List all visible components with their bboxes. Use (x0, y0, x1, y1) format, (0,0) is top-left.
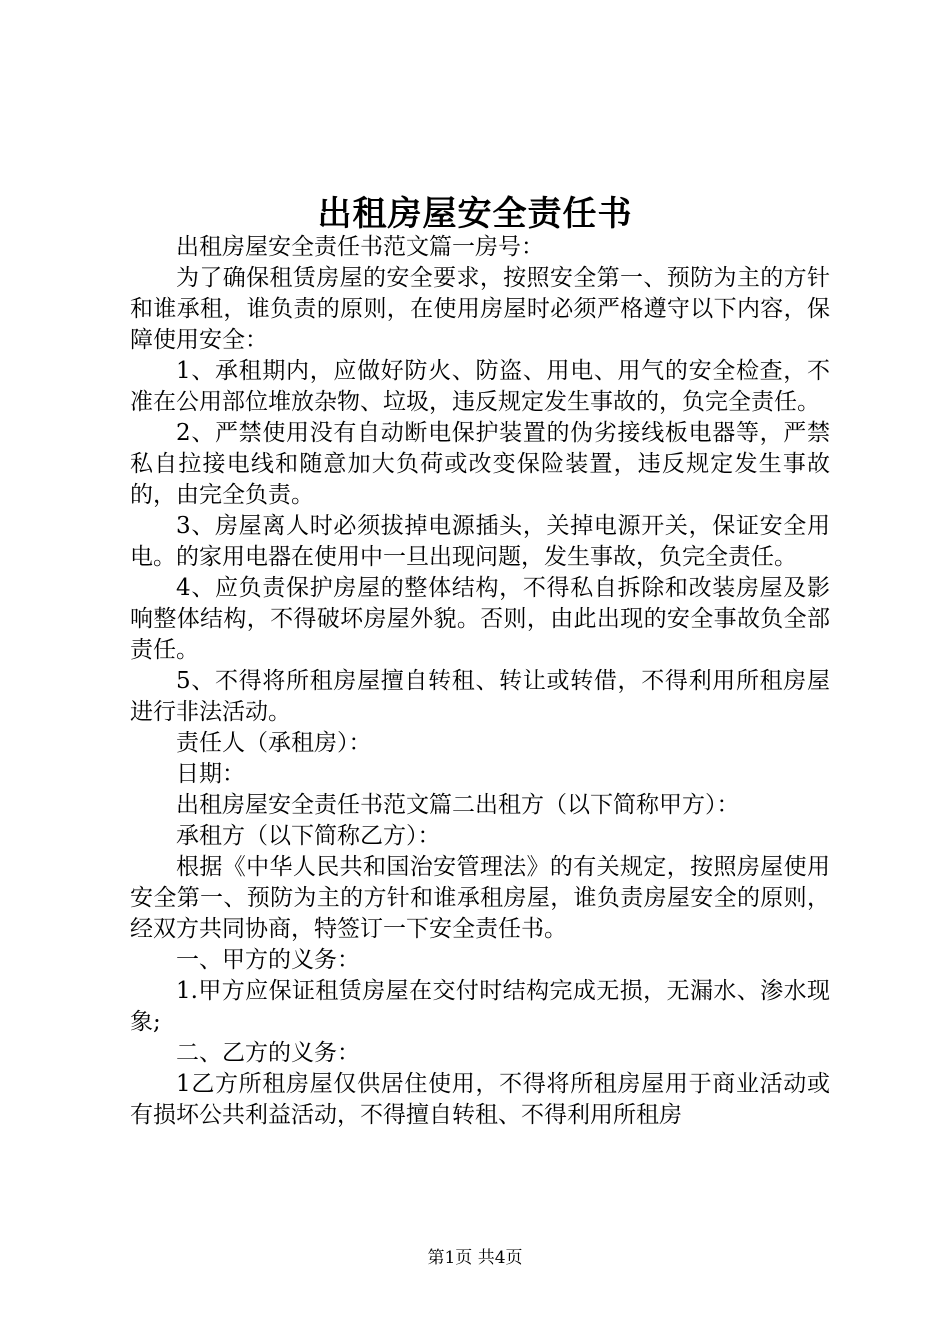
paragraph: 2、严禁使用没有自动断电保护装置的伪劣接线板电器等，严禁私自拉接电线和随意加大负荷或改变保险装置，违反规定发生事故的，由完全负责。 (130, 420, 830, 508)
page-footer: 第1页 共4页 (427, 1248, 523, 1268)
paragraph: 为了确保租赁房屋的安全要求，按照安全第一、预防为主的方针和谁承租，谁负责的原则，在使用房屋时必须严格遵守以下内容，保障使用安全： (130, 265, 830, 353)
paragraph: 一、甲方的义务： (176, 947, 360, 973)
paragraph: 责任人（承租房）： (176, 730, 372, 756)
document-title: 出租房屋安全责任书 (317, 194, 633, 234)
paragraph: 1、承租期内，应做好防火、防盗、用电、用气的安全检查，不准在公用部位堆放杂物、垃圾，违反规定发生事故的，负完全责任。 (130, 358, 830, 415)
paragraph: 出租房屋安全责任书范文篇二出租方（以下简称甲方）： (176, 792, 740, 818)
paragraph: 二、乙方的义务： (176, 1040, 360, 1066)
paragraph: 日期： (176, 761, 245, 787)
paragraph: 4、应负责保护房屋的整体结构，不得私自拆除和改装房屋及影响整体结构，不得破坏房屋外貌。否则，由此出现的安全事故负全部责任。 (130, 575, 830, 663)
paragraph: 根据《中华人民共和国治安管理法》的有关规定，按照房屋使用安全第一、预防为主的方针和谁承租房屋，谁负责房屋安全的原则，经双方共同协商，特签订一下安全责任书。 (130, 854, 830, 942)
paragraph: 出租房屋安全责任书范文篇一房号： (176, 234, 544, 260)
paragraph: 承租方（以下简称乙方）： (176, 823, 441, 849)
paragraph: 5、不得将所租房屋擅自转租、转让或转借，不得利用所租房屋进行非法活动。 (130, 668, 830, 725)
document-body (130, 232, 830, 1131)
paragraph: 1.甲方应保证租赁房屋在交付时结构完成无损，无漏水、渗水现象; (130, 978, 830, 1035)
paragraph: 3、房屋离人时必须拔掉电源插头，关掉电源开关，保证安全用电。的家用电器在使用中一旦出现问题，发生事故，负完全责任。 (130, 513, 830, 570)
paragraph: 1乙方所租房屋仅供居住使用，不得将所租房屋用于商业活动或有损坏公共利益活动，不得擅自转租、不得利用所租房 (130, 1071, 830, 1128)
